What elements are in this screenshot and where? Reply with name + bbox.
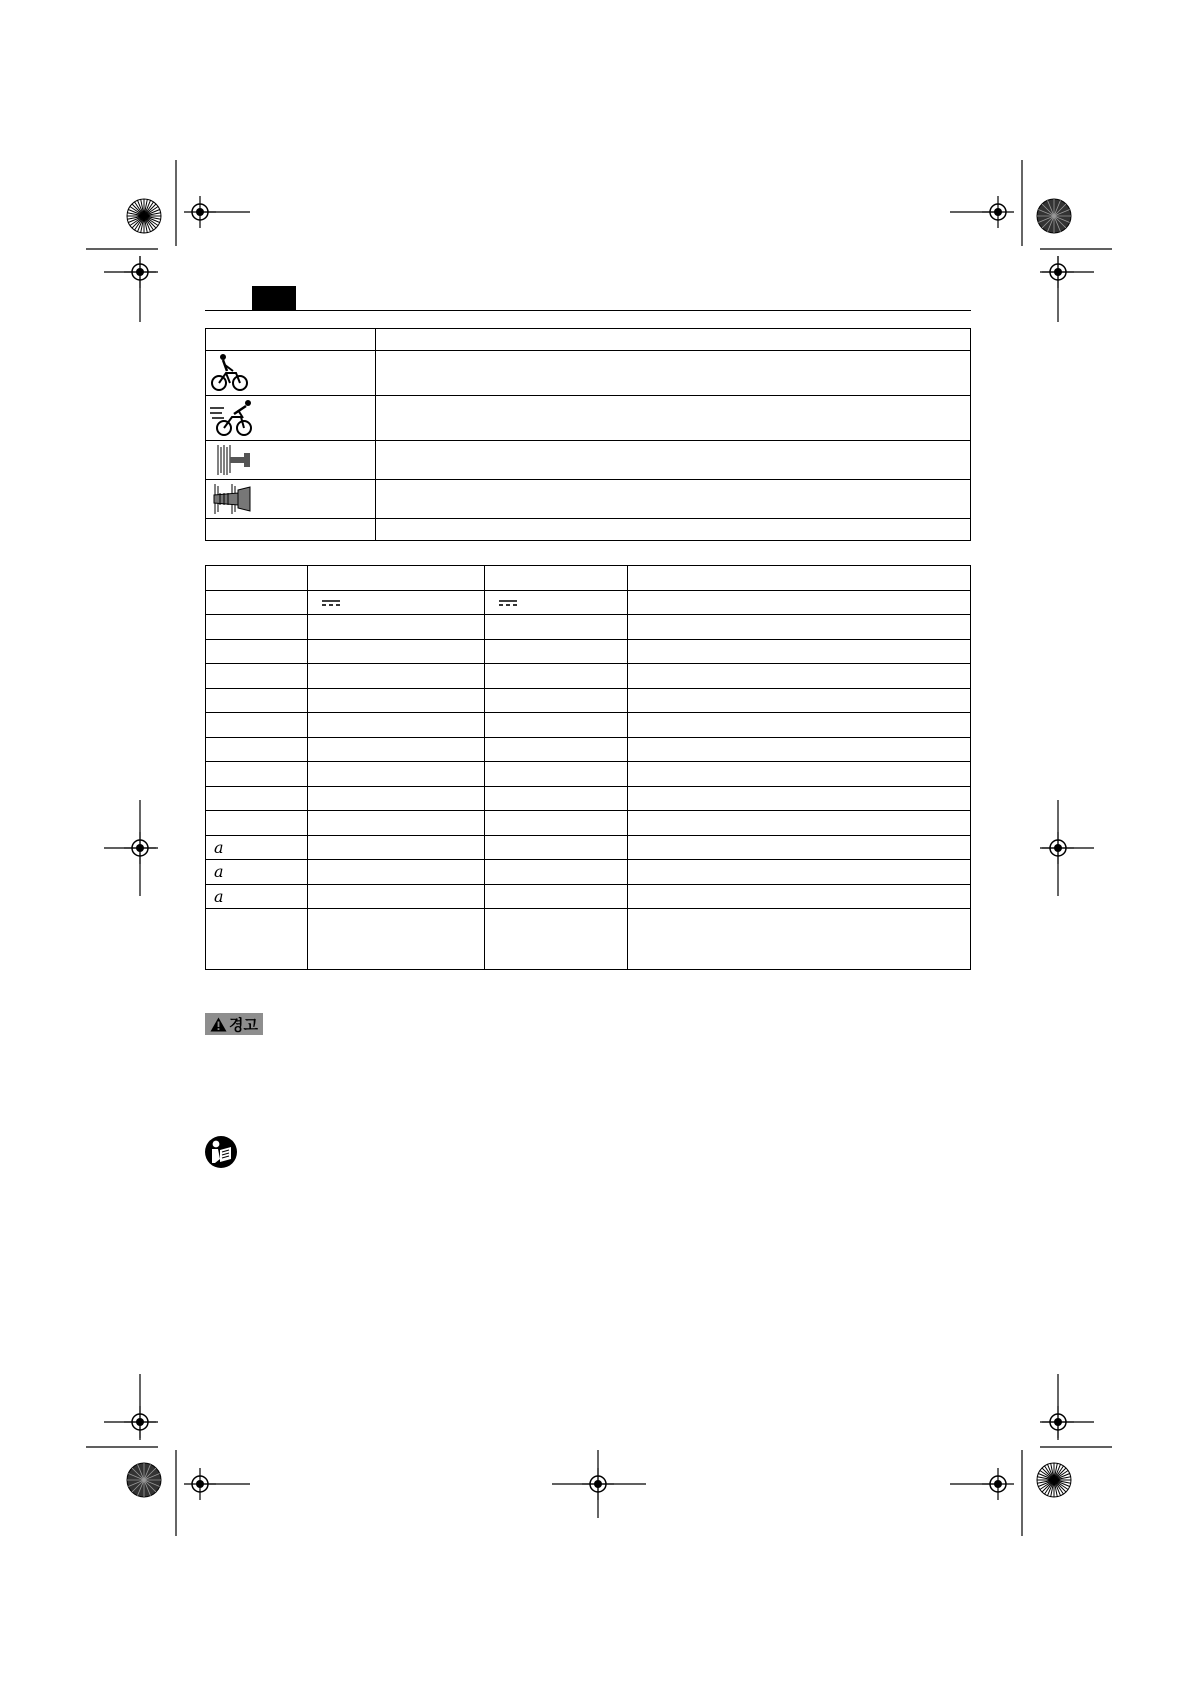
spec-cell xyxy=(206,786,308,811)
symbol-cell xyxy=(206,351,376,396)
spec-cell xyxy=(485,688,628,713)
spec-cell xyxy=(485,909,628,970)
meaning-cell xyxy=(376,351,971,396)
spec-cell xyxy=(308,713,485,738)
spec-cell xyxy=(485,860,628,885)
spec-cell xyxy=(485,884,628,909)
spec-cell xyxy=(308,688,485,713)
table-row xyxy=(206,835,971,860)
symbol-cell xyxy=(206,396,376,441)
small-screw-icon xyxy=(210,443,254,477)
spec-cell xyxy=(485,639,628,664)
symbol-cell xyxy=(206,480,376,519)
meaning-cell xyxy=(376,396,971,441)
table-row xyxy=(206,329,971,351)
spec-cell xyxy=(308,884,485,909)
spec-cell xyxy=(628,860,971,885)
table-row xyxy=(206,566,971,591)
spec-cell xyxy=(308,737,485,762)
spec-cell xyxy=(485,786,628,811)
table-row xyxy=(206,713,971,738)
spec-cell xyxy=(308,835,485,860)
symbol-table xyxy=(205,328,971,541)
spec-cell xyxy=(308,590,485,615)
spec-cell-symbol: a xyxy=(206,884,308,909)
table-row xyxy=(206,737,971,762)
table-row xyxy=(206,396,971,441)
spec-cell xyxy=(485,615,628,640)
table-row xyxy=(206,615,971,640)
spec-cell xyxy=(308,762,485,787)
spec-cell xyxy=(628,688,971,713)
spec-cell xyxy=(628,737,971,762)
warning-badge xyxy=(205,1013,263,1035)
spec-cell xyxy=(628,639,971,664)
spec-cell xyxy=(206,590,308,615)
spec-cell xyxy=(308,811,485,836)
table-row xyxy=(206,590,971,615)
dc-voltage-icon xyxy=(499,599,517,607)
table-row xyxy=(206,909,971,970)
meaning-header-cell xyxy=(376,329,971,351)
spec-cell-symbol: a xyxy=(206,860,308,885)
spec-cell xyxy=(206,688,308,713)
meaning-cell xyxy=(376,519,971,541)
spec-cell xyxy=(628,884,971,909)
spec-table xyxy=(205,565,971,970)
spec-cell-symbol: a xyxy=(206,835,308,860)
meaning-cell xyxy=(376,480,971,519)
spec-cell xyxy=(308,860,485,885)
spec-cell xyxy=(206,811,308,836)
spec-cell xyxy=(485,664,628,689)
language-tab xyxy=(252,286,296,310)
table-row xyxy=(206,811,971,836)
spec-cell xyxy=(206,737,308,762)
spec-cell xyxy=(628,762,971,787)
spec-cell xyxy=(628,835,971,860)
spec-cell xyxy=(628,909,971,970)
spec-cell xyxy=(485,737,628,762)
symbol-header-cell xyxy=(206,329,376,351)
table-row xyxy=(206,480,971,519)
spec-cell xyxy=(628,566,971,591)
spec-cell xyxy=(628,811,971,836)
table-row xyxy=(206,860,971,885)
large-screw-icon xyxy=(210,482,254,516)
spec-cell xyxy=(206,762,308,787)
spec-cell xyxy=(206,909,308,970)
table-row xyxy=(206,688,971,713)
low-speed-bicycle-icon xyxy=(210,353,250,393)
spec-cell xyxy=(628,786,971,811)
spec-cell xyxy=(308,786,485,811)
symbol-cell xyxy=(206,519,376,541)
meaning-cell xyxy=(376,441,971,480)
table-row xyxy=(206,762,971,787)
spec-cell xyxy=(308,639,485,664)
spec-cell xyxy=(308,909,485,970)
header-rule xyxy=(205,310,971,311)
table-row xyxy=(206,884,971,909)
spec-cell xyxy=(308,566,485,591)
spec-cell xyxy=(628,664,971,689)
symbol-cell xyxy=(206,441,376,480)
table-row xyxy=(206,351,971,396)
spec-cell xyxy=(206,713,308,738)
spec-cell xyxy=(206,639,308,664)
spec-cell xyxy=(308,615,485,640)
spec-cell xyxy=(308,664,485,689)
dc-voltage-icon xyxy=(322,599,340,607)
spec-cell xyxy=(628,590,971,615)
spec-cell xyxy=(485,811,628,836)
table-row xyxy=(206,441,971,480)
spec-cell xyxy=(485,590,628,615)
table-row xyxy=(206,786,971,811)
spec-cell xyxy=(485,762,628,787)
spec-cell xyxy=(485,835,628,860)
warning-triangle-icon xyxy=(210,1017,227,1032)
read-manual-icon xyxy=(204,1135,238,1169)
high-speed-bicycle-icon xyxy=(210,398,254,438)
spec-cell xyxy=(206,566,308,591)
table-row xyxy=(206,519,971,541)
table-row xyxy=(206,664,971,689)
spec-cell xyxy=(206,615,308,640)
warning-label: 경고 xyxy=(229,1015,258,1034)
spec-cell xyxy=(485,566,628,591)
spec-cell xyxy=(206,664,308,689)
table-row xyxy=(206,639,971,664)
spec-cell xyxy=(628,615,971,640)
spec-cell xyxy=(628,713,971,738)
spec-cell xyxy=(485,713,628,738)
